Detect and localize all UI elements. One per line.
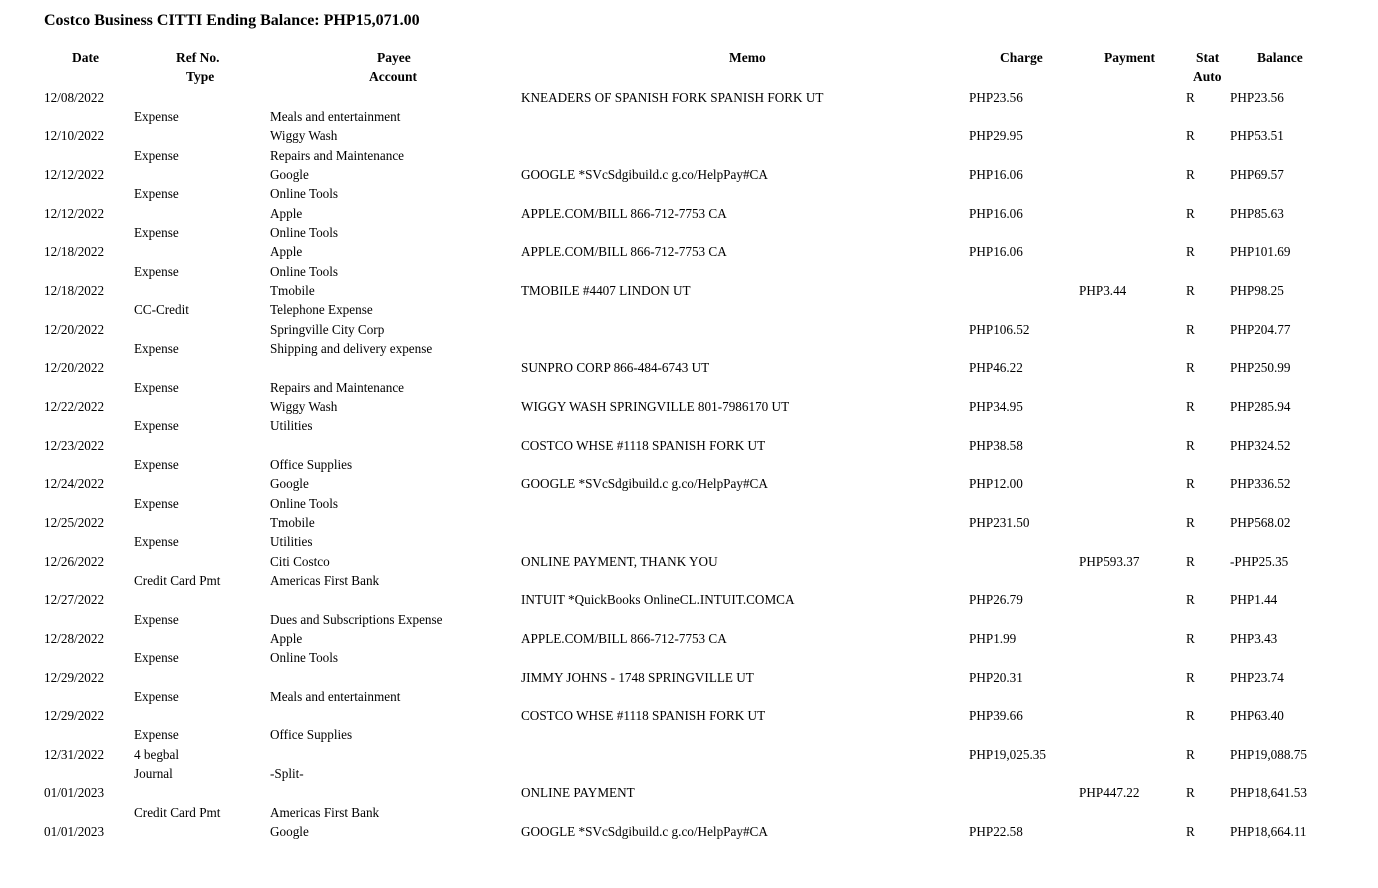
transaction-balance: PHP85.63: [1230, 205, 1284, 221]
transaction-account: Utilities: [270, 418, 313, 434]
table-row-detail: [0, 107, 1378, 126]
transaction-memo: WIGGY WASH SPRINGVILLE 801-7986170 UT: [521, 398, 790, 414]
table-row: [0, 668, 1378, 687]
table-row: [0, 629, 1378, 648]
transaction-account: Telephone Expense: [270, 302, 373, 318]
transaction-balance: PHP19,088.75: [1230, 746, 1307, 762]
transaction-stat: R: [1186, 128, 1195, 144]
transaction-account: Meals and entertainment: [270, 108, 401, 124]
table-row-detail: [0, 417, 1378, 436]
transaction-date: 12/22/2022: [44, 398, 105, 414]
transaction-memo: APPLE.COM/BILL 866-712-7753 CA: [521, 244, 727, 260]
transaction-memo: ONLINE PAYMENT: [521, 785, 635, 801]
transaction-date: 12/20/2022: [44, 321, 105, 337]
transaction-account: Americas First Bank: [270, 804, 380, 820]
transaction-charge: PHP12.00: [969, 476, 1023, 492]
transaction-type: Expense: [134, 418, 179, 434]
transaction-account: Meals and entertainment: [270, 688, 401, 704]
table-row: [0, 281, 1378, 300]
table-row-detail: [0, 571, 1378, 590]
transaction-account: Online Tools: [270, 650, 339, 666]
transaction-memo: KNEADERS OF SPANISH FORK SPANISH FORK UT: [521, 89, 824, 105]
transaction-account: Americas First Bank: [270, 572, 380, 588]
transaction-date: 12/23/2022: [44, 437, 105, 453]
transaction-payee: Citi Costco: [270, 553, 330, 569]
transaction-date: 12/08/2022: [44, 89, 105, 105]
column-header-account: Account: [369, 69, 417, 84]
transaction-balance: PHP69.57: [1230, 166, 1284, 182]
transaction-stat: R: [1186, 476, 1195, 492]
column-header-date: Date: [72, 50, 99, 65]
transaction-stat: R: [1186, 205, 1195, 221]
transaction-date: 01/01/2023: [44, 824, 105, 840]
transaction-balance: PHP250.99: [1230, 360, 1291, 376]
table-row: [0, 127, 1378, 146]
transaction-stat: R: [1186, 89, 1195, 105]
table-row-detail: [0, 764, 1378, 783]
transaction-type: Expense: [134, 727, 179, 743]
transaction-memo: SUNPRO CORP 866-484-6743 UT: [521, 360, 710, 376]
column-header-ref-no: Ref No.: [176, 50, 220, 65]
transaction-balance: -PHP25.35: [1230, 553, 1289, 569]
transaction-memo: APPLE.COM/BILL 866-712-7753 CA: [521, 205, 727, 221]
table-row-detail: [0, 339, 1378, 358]
column-header-charge: Charge: [1000, 50, 1043, 65]
transaction-stat: R: [1186, 708, 1195, 724]
column-header-memo: Memo: [729, 50, 766, 65]
transaction-charge: PHP20.31: [969, 669, 1023, 685]
table-row-detail: [0, 185, 1378, 204]
transaction-payee: Apple: [270, 630, 303, 646]
transaction-type: Expense: [134, 108, 179, 124]
transaction-date: 12/29/2022: [44, 708, 105, 724]
transaction-stat: R: [1186, 437, 1195, 453]
transaction-stat: R: [1186, 321, 1195, 337]
transaction-balance: PHP336.52: [1230, 476, 1291, 492]
transaction-date: 12/18/2022: [44, 244, 105, 260]
transaction-date: 12/20/2022: [44, 360, 105, 376]
transaction-memo: COSTCO WHSE #1118 SPANISH FORK UT: [521, 708, 766, 724]
transaction-type: Credit Card Pmt: [134, 804, 221, 820]
transaction-date: 12/18/2022: [44, 282, 105, 298]
transaction-memo: GOOGLE *SVcSdgibuild.c g.co/HelpPay#CA: [521, 166, 768, 182]
transaction-stat: R: [1186, 360, 1195, 376]
table-row: [0, 397, 1378, 416]
transaction-type: Journal: [134, 766, 173, 782]
transaction-type: Expense: [134, 456, 179, 472]
column-header-balance: Balance: [1257, 50, 1303, 65]
table-row-detail: [0, 687, 1378, 706]
transaction-type: Expense: [134, 379, 179, 395]
transaction-date: 12/31/2022: [44, 746, 105, 762]
transaction-payee: Wiggy Wash: [270, 128, 338, 144]
transaction-balance: PHP18,664.11: [1230, 824, 1307, 840]
transaction-type: Expense: [134, 186, 179, 202]
transaction-charge: PHP34.95: [969, 398, 1023, 414]
table-row-detail: [0, 262, 1378, 281]
table-row-detail: [0, 649, 1378, 668]
transaction-payee: Apple: [270, 244, 303, 260]
transaction-account: -Split-: [270, 766, 304, 782]
transaction-date: 12/24/2022: [44, 476, 105, 492]
table-row: [0, 165, 1378, 184]
table-row: [0, 88, 1378, 107]
transaction-account: Shipping and delivery expense: [270, 340, 433, 356]
transaction-stat: R: [1186, 398, 1195, 414]
table-row: [0, 359, 1378, 378]
column-header-auto: Auto: [1193, 69, 1222, 84]
table-row: [0, 591, 1378, 610]
table-row-detail: [0, 803, 1378, 822]
transaction-payment: PHP593.37: [1079, 553, 1140, 569]
transaction-payee: Springville City Corp: [270, 321, 385, 337]
transaction-payment: PHP447.22: [1079, 785, 1140, 801]
transaction-type: Expense: [134, 688, 179, 704]
transaction-date: 12/27/2022: [44, 592, 105, 608]
transaction-payee: Wiggy Wash: [270, 398, 338, 414]
transaction-stat: R: [1186, 282, 1195, 298]
table-row-detail: [0, 301, 1378, 320]
transaction-balance: PHP98.25: [1230, 282, 1284, 298]
transaction-account: Dues and Subscriptions Expense: [270, 611, 443, 627]
table-row: [0, 475, 1378, 494]
transaction-type: CC-Credit: [134, 302, 189, 318]
transaction-date: 12/29/2022: [44, 669, 105, 685]
transaction-balance: PHP23.74: [1230, 669, 1284, 685]
transaction-stat: R: [1186, 166, 1195, 182]
transaction-type: Expense: [134, 224, 179, 240]
transaction-date: 12/12/2022: [44, 205, 105, 221]
transaction-stat: R: [1186, 630, 1195, 646]
transaction-charge: PHP38.58: [969, 437, 1023, 453]
transaction-account: Online Tools: [270, 495, 339, 511]
transaction-account: Repairs and Maintenance: [270, 147, 405, 163]
transaction-memo: INTUIT *QuickBooks OnlineCL.INTUIT.COMCA: [521, 592, 795, 608]
transaction-balance: PHP101.69: [1230, 244, 1291, 260]
transaction-charge: PHP39.66: [969, 708, 1023, 724]
transaction-date: 12/28/2022: [44, 630, 105, 646]
transaction-account: Repairs and Maintenance: [270, 379, 405, 395]
transaction-memo: GOOGLE *SVcSdgibuild.c g.co/HelpPay#CA: [521, 476, 768, 492]
transaction-stat: R: [1186, 244, 1195, 260]
table-row: [0, 436, 1378, 455]
transaction-charge: PHP16.06: [969, 205, 1023, 221]
transaction-payee: Apple: [270, 205, 303, 221]
transaction-balance: PHP324.52: [1230, 437, 1291, 453]
transaction-account: Online Tools: [270, 224, 339, 240]
table-row: [0, 204, 1378, 223]
transaction-date: 12/25/2022: [44, 514, 105, 530]
transaction-account: Online Tools: [270, 186, 339, 202]
transaction-charge: PHP46.22: [969, 360, 1023, 376]
transaction-balance: PHP23.56: [1230, 89, 1284, 105]
table-row-detail: [0, 494, 1378, 513]
table-row-detail: [0, 726, 1378, 745]
transaction-payment: PHP3.44: [1079, 282, 1127, 298]
transaction-memo: JIMMY JOHNS - 1748 SPRINGVILLE UT: [521, 669, 754, 685]
transaction-balance: PHP63.40: [1230, 708, 1284, 724]
column-header-payee: Payee: [377, 50, 411, 65]
transaction-balance: PHP285.94: [1230, 398, 1291, 414]
transaction-charge: PHP26.79: [969, 592, 1023, 608]
transaction-stat: R: [1186, 514, 1195, 530]
transaction-charge: PHP22.58: [969, 824, 1023, 840]
transaction-payee: Tmobile: [270, 514, 315, 530]
transaction-ref-no: 4 begbal: [134, 746, 180, 762]
transaction-balance: PHP1.44: [1230, 592, 1278, 608]
transaction-charge: PHP23.56: [969, 89, 1023, 105]
transaction-balance: PHP18,641.53: [1230, 785, 1307, 801]
transaction-payee: Google: [270, 166, 309, 182]
table-row-detail: [0, 842, 1378, 861]
transaction-charge: PHP1.99: [969, 630, 1017, 646]
column-header-type: Type: [186, 69, 215, 84]
transaction-balance: PHP53.51: [1230, 128, 1284, 144]
transaction-stat: R: [1186, 785, 1195, 801]
transaction-balance: PHP204.77: [1230, 321, 1291, 337]
transaction-stat: R: [1186, 592, 1195, 608]
transaction-stat: R: [1186, 824, 1195, 840]
transaction-type: Expense: [134, 534, 179, 550]
table-row: [0, 243, 1378, 262]
transaction-payee: Tmobile: [270, 282, 315, 298]
transaction-type: Expense: [134, 495, 179, 511]
transaction-charge: PHP29.95: [969, 128, 1023, 144]
table-row: [0, 784, 1378, 803]
transaction-charge: PHP19,025.35: [969, 746, 1046, 762]
transaction-balance: PHP3.43: [1230, 630, 1278, 646]
table-row: [0, 822, 1378, 841]
transaction-charge: PHP231.50: [969, 514, 1030, 530]
transaction-stat: R: [1186, 746, 1195, 762]
transaction-list: [0, 88, 1378, 861]
report-title: Costco Business CITTI Ending Balance: PHP15,071.00: [44, 12, 420, 29]
table-row-detail: [0, 223, 1378, 242]
transaction-memo: GOOGLE *SVcSdgibuild.c g.co/HelpPay#CA: [521, 824, 768, 840]
transaction-payee: Google: [270, 476, 309, 492]
transaction-account: Office Supplies: [270, 727, 353, 743]
transaction-date: 12/12/2022: [44, 166, 105, 182]
column-header-stat: Stat: [1196, 50, 1220, 65]
table-row-detail: [0, 146, 1378, 165]
transaction-type: Expense: [134, 611, 179, 627]
transaction-memo: COSTCO WHSE #1118 SPANISH FORK UT: [521, 437, 766, 453]
transaction-date: 01/01/2023: [44, 785, 105, 801]
table-row: [0, 320, 1378, 339]
transaction-payee: Google: [270, 824, 309, 840]
transaction-type: Expense: [134, 340, 179, 356]
table-row-detail: [0, 378, 1378, 397]
table-row-detail: [0, 455, 1378, 474]
table-row-detail: [0, 610, 1378, 629]
transaction-memo: APPLE.COM/BILL 866-712-7753 CA: [521, 630, 727, 646]
transaction-date: 12/10/2022: [44, 128, 105, 144]
transaction-account: Utilities: [270, 534, 313, 550]
transaction-type: Credit Card Pmt: [134, 572, 221, 588]
transaction-charge: PHP106.52: [969, 321, 1030, 337]
transaction-type: Expense: [134, 147, 179, 163]
transaction-memo: TMOBILE #4407 LINDON UT: [521, 282, 691, 298]
transaction-type: Expense: [134, 263, 179, 279]
transaction-type: Expense: [134, 650, 179, 666]
transaction-date: 12/26/2022: [44, 553, 105, 569]
transaction-account: Online Tools: [270, 263, 339, 279]
transaction-stat: R: [1186, 553, 1195, 569]
table-row-detail: [0, 533, 1378, 552]
transaction-account: Office Supplies: [270, 456, 353, 472]
column-header-payment: Payment: [1104, 50, 1155, 65]
transaction-balance: PHP568.02: [1230, 514, 1291, 530]
transaction-stat: R: [1186, 669, 1195, 685]
transaction-charge: PHP16.06: [969, 166, 1023, 182]
table-row: [0, 745, 1378, 764]
table-row: [0, 513, 1378, 532]
transaction-memo: ONLINE PAYMENT, THANK YOU: [521, 553, 718, 569]
transaction-charge: PHP16.06: [969, 244, 1023, 260]
table-row: [0, 552, 1378, 571]
table-row: [0, 707, 1378, 726]
